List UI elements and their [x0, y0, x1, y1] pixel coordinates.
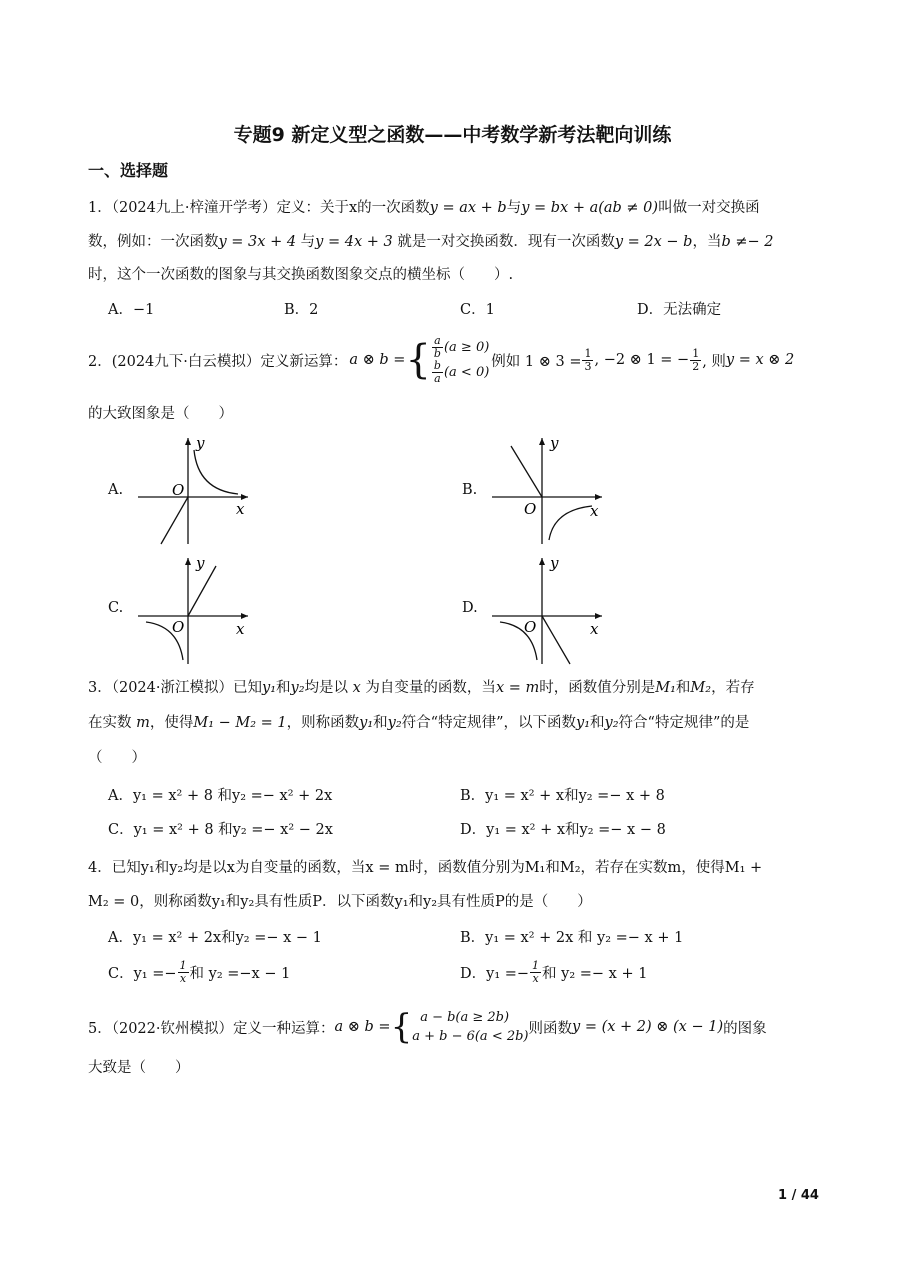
graph-a: [130, 432, 260, 552]
graph-d: [484, 552, 614, 672]
q3-line-3: （ ）: [88, 750, 146, 766]
graph-a-line: [161, 497, 188, 544]
graph-b-x-label: x: [590, 502, 599, 520]
q2-brace: {: [405, 337, 431, 383]
graph-c-origin: O: [172, 618, 185, 636]
q2-line-1: 2．(2024九下·白云模拟）定义新运算： a ⊗ b = { $\frac{a}{b}$ (a ≥ 0) $\frac{b}{a}$ (a < 0) 例如 1 ⊗ 3 = $\frac{1}{3}$ , −2 ⊗ 1 = − $\frac{1}{2}$ , 则 y = x ⊗ 2: [88, 334, 795, 385]
graph-b-curve: [549, 506, 592, 540]
graph-a-x-label: x: [236, 500, 245, 518]
q3-line-2: 在实数 m，使得M₁ − M₂ = 1，则称函数y₁和y₂符合“特定规律”，以下函数y₁和y₂符合“特定规律”的是: [88, 715, 750, 731]
q1-option-b: B．2: [284, 302, 319, 318]
q5-line-2: 大致是（ ）: [88, 1060, 190, 1076]
graph-d-origin: O: [524, 618, 537, 636]
graph-c-line: [188, 566, 216, 616]
q2-line-2: 的大致图象是（ ）: [88, 406, 233, 422]
q3-option-b: B．y₁ = x² + x和y₂ =− x + 8: [460, 788, 665, 804]
graph-d-line: [542, 616, 570, 664]
graph-c-y-label: y: [196, 554, 205, 572]
graph-a-y-label: y: [196, 434, 205, 452]
graph-b-y-label: y: [550, 434, 559, 452]
q3-option-a: A．y₁ = x² + 8 和y₂ =− x² + 2x: [108, 788, 333, 804]
q4-option-a: A．y₁ = x² + 2x和y₂ =− x − 1: [108, 930, 322, 946]
graph-a-curve: [194, 450, 238, 494]
q1-line-3: 时，这个一次函数的图象与其交换函数图象交点的横坐标（ ）.: [88, 267, 514, 283]
q1-option-a: A．−1: [108, 302, 155, 318]
q4-line-1: 4．已知y₁和y₂均是以x为自变量的函数，当x = m时，函数值分别为M₁和M₂，若存在实数m，使得M₁ +: [88, 860, 763, 876]
q1-option-d: D．无法确定: [637, 302, 722, 318]
page-number: 1 / 44: [778, 1188, 819, 1203]
graph-d-y-label: y: [550, 554, 559, 572]
q4-option-c: C．y₁ =− $\frac{1}{x}$ 和 y₂ =−x − 1: [108, 959, 291, 985]
graph-d-x-label: x: [590, 620, 599, 638]
q4-option-b: B．y₁ = x² + 2x 和 y₂ =− x + 1: [460, 930, 684, 946]
graph-b-line: [511, 446, 542, 497]
q3-option-c: C．y₁ = x² + 8 和y₂ =− x² − 2x: [108, 822, 333, 838]
graph-a-origin: O: [172, 481, 185, 499]
graph-b-origin: O: [524, 500, 537, 518]
q3-line-1: 3．（2024·浙江模拟）已知y₁和y₂均是以 x 为自变量的函数，当x = m时，函数值分别是M₁和M₂，若存: [88, 680, 755, 696]
section-heading: 一、选择题: [88, 161, 169, 180]
q1-line-1: 1．（2024九上·梓潼开学考）定义：关于x的一次函数y = ax + b与y = bx + a(ab ≠ 0)叫做一对交换函: [88, 200, 760, 216]
graph-b: [484, 432, 614, 552]
graph-c-x-label: x: [236, 620, 245, 638]
q1-option-c: C．1: [460, 302, 495, 318]
q4-line-2: M₂ = 0，则称函数y₁和y₂具有性质P．以下函数y₁和y₂具有性质P的是（ ）: [88, 894, 592, 910]
graph-c-label: C.: [108, 600, 124, 616]
graph-b-label: B.: [462, 482, 478, 498]
page-title: 专题9 新定义型之函数——中考数学新考法靶向训练: [233, 124, 672, 146]
q5-brace: {: [390, 1007, 413, 1047]
graph-a-label: A.: [108, 482, 124, 498]
q1-line-2: 数，例如：一次函数y = 3x + 4 与y = 4x + 3 就是一对交换函数．现有一次函数y = 2x − b，当b ≠− 2: [88, 234, 774, 250]
q3-option-d: D．y₁ = x² + x和y₂ =− x − 8: [460, 822, 666, 838]
q5-line-1: 5．（2022·钦州模拟）定义一种运算： a ⊗ b = { a − b(a ≥ 2b) a + b − 6(a < 2b) 则函数 y = (x + 2) ⊗ (x − 1) 的图象: [88, 1007, 767, 1047]
graph-d-label: D.: [462, 600, 478, 616]
q4-option-d: D．y₁ =− $\frac{1}{x}$ 和 y₂ =− x + 1: [460, 959, 648, 985]
q5-cases: a − b(a ≥ 2b) a + b − 6(a < 2b): [412, 1010, 529, 1044]
q2-cases: $\frac{a}{b}$ (a ≥ 0) $\frac{b}{a}$ (a < 0): [433, 334, 490, 385]
graph-c: [130, 552, 260, 672]
